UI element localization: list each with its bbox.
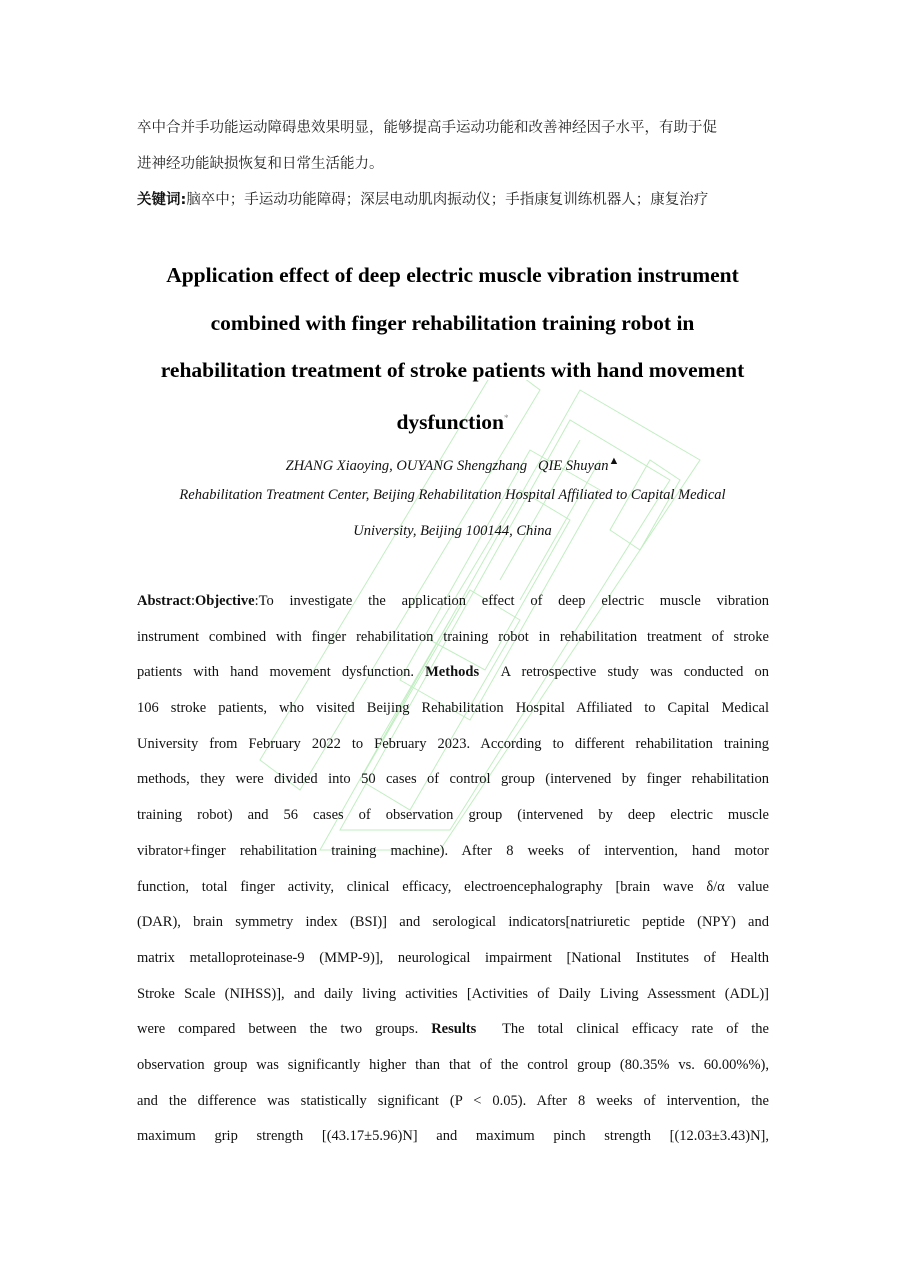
abstract-colon: :: [190, 593, 195, 609]
results-label: Results: [431, 1021, 477, 1038]
abstract-text: patients with hand movement dysfunction.: [137, 664, 426, 681]
affiliation: [100, 484, 805, 556]
objective-label: Objective: [195, 593, 255, 609]
title-line: dysfunction: [396, 409, 505, 434]
english-title: [100, 252, 805, 442]
affiliation-line: University, Beijing 100144, China: [353, 523, 552, 539]
authors-text: ZHANG Xiaoying, OUYANG Shengzhang QIE Shuyan: [285, 457, 609, 474]
affiliation-line: Rehabilitation Treatment Center, Beijing Rehabilitation Hospital Affiliated to Capital Medical: [179, 487, 726, 503]
abstract-line: Stroke Scale (NIHSS)], and daily living activities [Activities of Daily Living Assessment (ADL)]: [137, 985, 769, 1002]
abstract-text: :To investigate the application effect of deep electric muscle vibration: [254, 593, 769, 609]
abstract-line: University from February 2022 to February 2023. According to different rehabilitation training: [137, 735, 769, 752]
abstract-line: and the difference was statistically significant (P < 0.05). After 8 weeks of intervention, the: [137, 1092, 769, 1109]
chinese-abstract-line: 卒中合并手功能运动障碍患效果明显，能够提高手运动功能和改善神经因子水平，有助于促: [137, 120, 717, 136]
methods-label: Methods: [425, 664, 480, 681]
chinese-keywords: [137, 182, 769, 218]
title-line: rehabilitation treatment of stroke patients with hand movement: [160, 358, 745, 382]
abstract-label: Abstract: [137, 593, 191, 609]
title-line-last: [100, 395, 805, 443]
keywords-label: 关键词:: [137, 192, 187, 208]
abstract-line: (DAR), brain symmetry index (BSI)] and serological indicators[natriuretic peptide (NPY) and: [137, 914, 769, 931]
abstract-line: methods, they were divided into 50 cases of control group (intervened by finger rehabilitation: [137, 771, 769, 788]
abstract-text: The total clinical efficacy rate of the: [476, 1021, 769, 1038]
title-line: Application effect of deep electric muscle vibration instrument: [166, 263, 739, 287]
abstract-line: [137, 661, 769, 697]
author-list: [100, 450, 805, 477]
abstract-line: training robot) and 56 cases of observation group (intervened by deep electric muscle: [137, 807, 769, 824]
corresponding-author-mark: ▲: [608, 455, 620, 467]
abstract-text: A retrospective study was conducted on: [479, 664, 769, 681]
abstract-line: observation group was significantly higher than that of the control group (80.35% vs. 60.00%%),: [137, 1056, 769, 1073]
abstract-line: function, total finger activity, clinical efficacy, electroencephalography [brain wave δ/α value: [137, 878, 769, 895]
chinese-abstract-line: 进神经功能缺损恢复和日常生活能力。: [137, 156, 384, 172]
abstract-line: 106 stroke patients, who visited Beijing Rehabilitation Hospital Affiliated to Capital Medical: [137, 700, 769, 717]
abstract-line: maximum grip strength [(43.17±5.96)N] and maximum pinch strength [(12.03±3.43)N],: [137, 1128, 769, 1145]
abstract-line: [137, 1018, 769, 1054]
abstract-line: [137, 590, 769, 626]
english-abstract: [137, 590, 769, 1161]
abstract-line: instrument combined with finger rehabilitation training robot in rehabilitation treatment of stroke: [137, 628, 769, 645]
title-footnote-mark: *: [504, 412, 509, 423]
abstract-line: matrix metalloproteinase-9 (MMP-9)], neurological impairment [National Institutes of Health: [137, 949, 769, 966]
title-line: combined with finger rehabilitation training robot in: [210, 310, 695, 335]
abstract-text: were compared between the two groups.: [137, 1021, 432, 1038]
keywords-text: 脑卒中；手运动功能障碍；深层电动肌肉振动仪；手指康复训练机器人；康复治疗: [186, 192, 709, 208]
chinese-abstract-tail: [137, 110, 769, 218]
abstract-line: vibrator+finger rehabilitation training machine). After 8 weeks of intervention, hand motor: [137, 842, 769, 859]
